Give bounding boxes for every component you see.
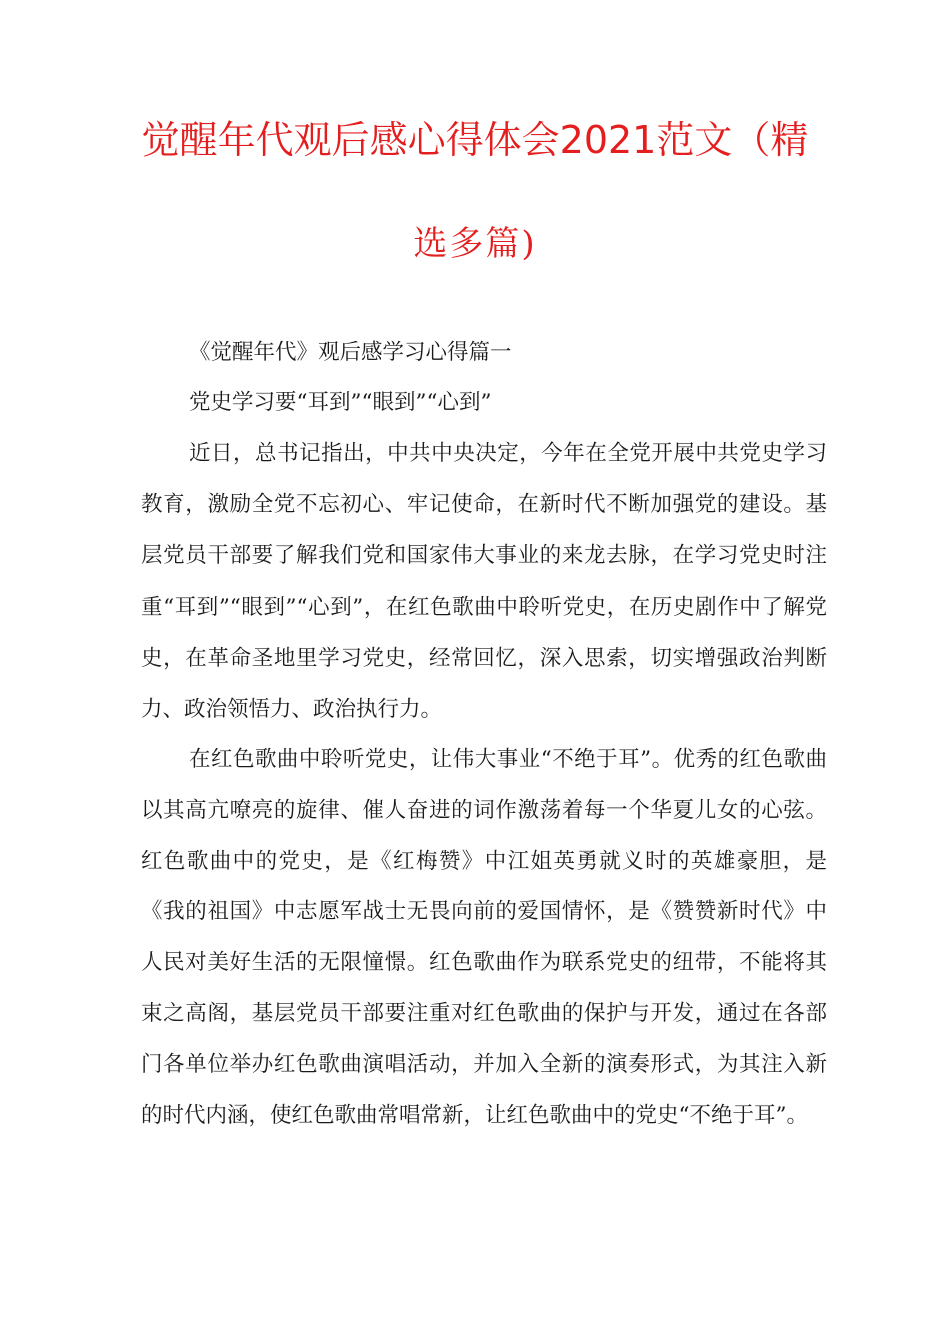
section-heading: 《觉醒年代》观后感学习心得篇一 [189,340,512,365]
paragraph-1: 近日，总书记指出，中共中央决定，今年在全党开展中共党史学习教育，激励全党不忘初心、牢记使命，在新时代不断加强党的建设。基层党员干部要了解我们党和国家伟大事业的来龙去脉，在学习党史时注重“耳到”“眼到”“心到”，在红色歌曲中聆听党史，在历史剧作中了解党史，在革命圣地里学习党史，经常回忆，深入思索，切实增强政治判断力、政治领悟力、政治执行力。 [141,441,827,723]
subheading: 党史学习要“耳到”“眼到”“心到” [189,390,492,415]
paragraph-2: 在红色歌曲中聆听党史，让伟大事业“不绝于耳”。优秀的红色歌曲以其高亢嘹亮的旋律、催人奋进的词作激荡着每一个华夏儿女的心弦。红色歌曲中的党史，是《红梅赞》中江姐英勇就义时的英雄豪胆，是《我的祖国》中志愿军战士无畏向前的爱国情怀，是《赞赞新时代》中人民对美好生活的无限憧憬。红色歌曲作为联系党史的纽带，不能将其束之高阁，基层党员干部要注重对红色歌曲的保护与开发，通过在各部门各单位举办红色歌曲演唱活动，并加入全新的演奏形式，为其注入新的时代内涵，使红色歌曲常唱常新，让红色歌曲中的党史“不绝于耳”。 [141,747,827,1128]
document-title-line-1: 觉醒年代观后感心得体会2021范文（精 [141,118,809,162]
document-title-line-2: 选多篇) [413,224,537,264]
